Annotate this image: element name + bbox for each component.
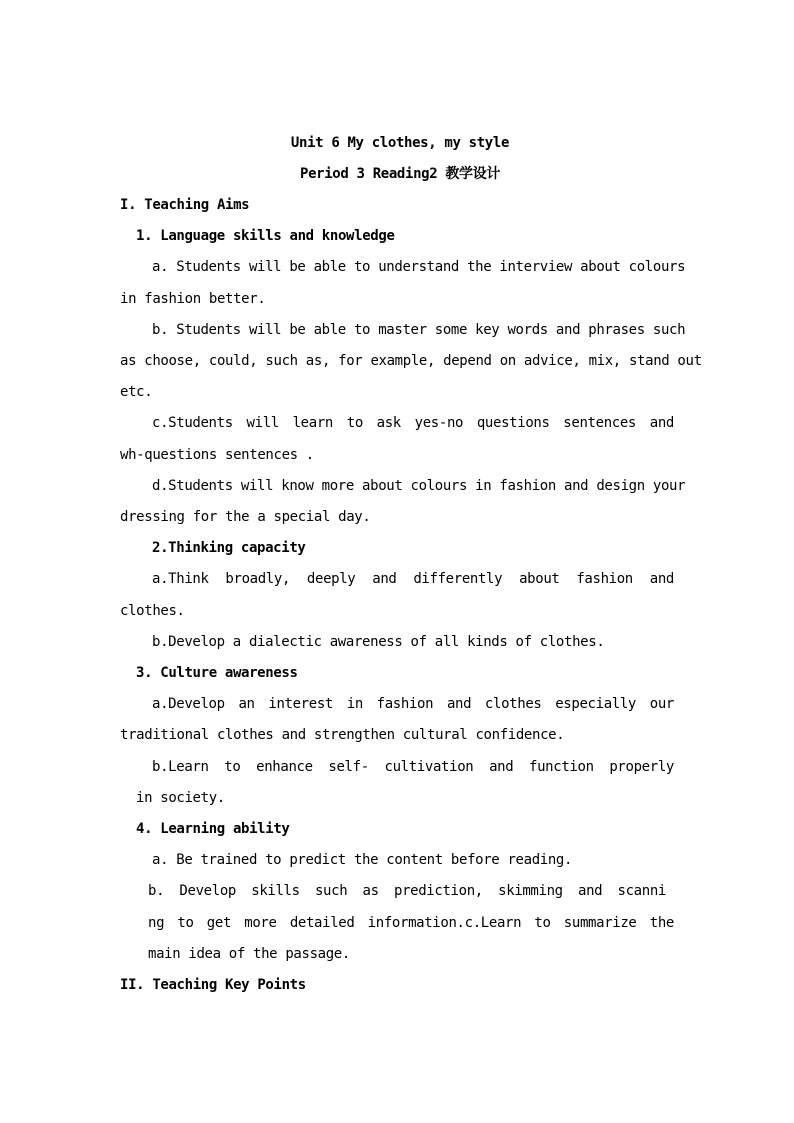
- paragraph-line: main idea of the passage.: [148, 946, 350, 962]
- paragraph-line: a. Students will be able to understand the interview about colours: [152, 259, 686, 275]
- paragraph-line: a. Be trained to predict the content before reading.: [152, 852, 573, 868]
- subheading-learning-ability: 4. Learning ability: [136, 821, 290, 837]
- paragraph-line: ng to get more detailed information.c.Learn to summarize the: [148, 915, 674, 931]
- paragraph-line: d.Students will know more about colours in fashion and design your: [152, 478, 686, 494]
- section-heading-teaching-aims: I. Teaching Aims: [120, 197, 250, 213]
- paragraph-line: in society.: [136, 790, 225, 806]
- paragraph-line: etc.: [120, 384, 153, 400]
- section-heading-key-points: II. Teaching Key Points: [120, 977, 306, 993]
- paragraph-line: b. Students will be able to master some key words and phrases such: [152, 322, 686, 338]
- document-subtitle: Period 3 Reading2 教学设计: [299, 166, 501, 182]
- paragraph-line: b.Learn to enhance self- cultivation and function properly: [152, 759, 674, 775]
- subheading-language-skills: 1. Language skills and knowledge: [136, 228, 395, 244]
- paragraph-line: wh-questions sentences .: [120, 447, 314, 463]
- subheading-thinking-capacity: 2.Thinking capacity: [152, 540, 306, 556]
- paragraph-line: traditional clothes and strengthen cultural confidence.: [120, 727, 565, 743]
- paragraph-line: dressing for the a special day.: [120, 509, 371, 525]
- document-title: Unit 6 My clothes, my style: [290, 135, 510, 151]
- paragraph-line: c.Students will learn to ask yes-no questions sentences and: [152, 415, 674, 431]
- paragraph-line: a.Develop an interest in fashion and clothes especially our: [152, 696, 674, 712]
- paragraph-line: clothes.: [120, 603, 185, 619]
- paragraph-line: as choose, could, such as, for example, depend on advice, mix, stand out: [120, 353, 702, 369]
- paragraph-line: in fashion better.: [120, 291, 266, 307]
- paragraph-line: a.Think broadly, deeply and differently about fashion and: [152, 571, 674, 587]
- subheading-culture-awareness: 3. Culture awareness: [136, 665, 298, 681]
- paragraph-line: b. Develop skills such as prediction, skimming and scanni: [148, 883, 666, 899]
- paragraph-line: b.Develop a dialectic awareness of all kinds of clothes.: [152, 634, 605, 650]
